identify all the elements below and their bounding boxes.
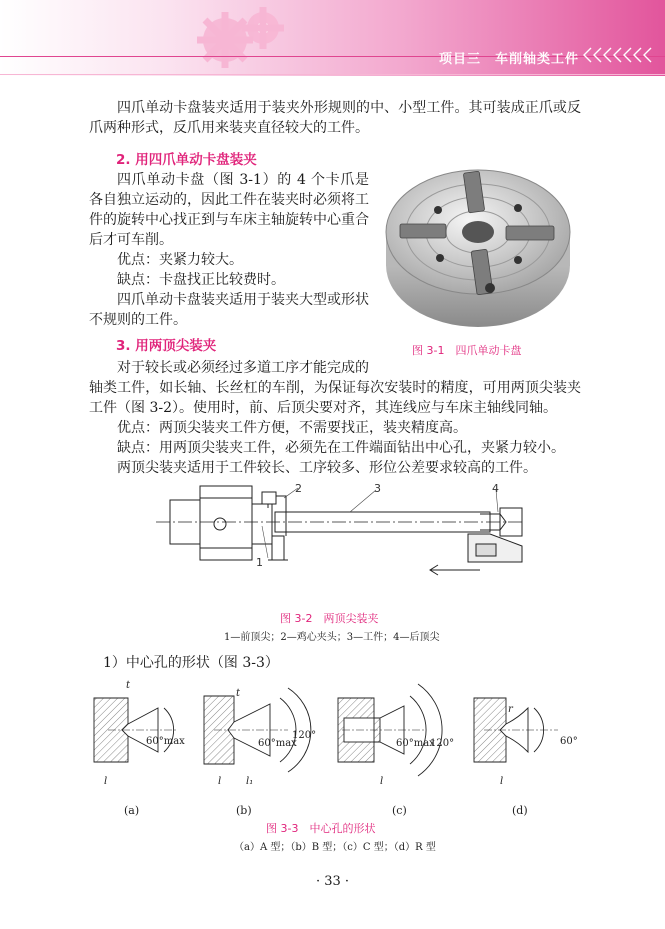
paragraph-two-center-application: 两顶尖装夹适用于工件较长、工序较多、形位公差要求较高的工件。 bbox=[117, 460, 537, 476]
dim-a-t: t bbox=[126, 680, 131, 691]
fig33-label-b: (b) bbox=[236, 804, 252, 817]
paragraph-four-jaw: 四爪单动卡盘（图 3-1）的 4 个卡爪是各自独立运动的，因此工件在装夹时必须将工件的旋转中心找正到与车床主轴旋转中心重合后才可车削。 bbox=[89, 172, 369, 248]
section-heading-four-jaw: 2. 用四爪单动卡盘装夹 bbox=[116, 152, 257, 168]
dim-b-l: l bbox=[218, 776, 222, 787]
four-jaw-chuck-figure bbox=[378, 150, 576, 336]
dim-b-120: 120° bbox=[292, 730, 317, 741]
fig32-callout-1: 1 bbox=[256, 556, 263, 569]
dim-b-t: t bbox=[236, 688, 241, 699]
paragraph-disadvantage: 缺点：卡盘找正比较费时。 bbox=[117, 272, 285, 288]
section-heading-two-center: 3. 用两顶尖装夹 bbox=[116, 338, 217, 354]
dim-a-l: l bbox=[104, 776, 108, 787]
header-rule-lower bbox=[0, 74, 665, 75]
paragraph-two-center-1: 对于较长或必须经过多道工序才能完成的 bbox=[117, 360, 369, 376]
dim-d-l: l bbox=[500, 776, 504, 787]
paragraph-advantage: 优点：夹紧力较大。 bbox=[117, 252, 243, 268]
paragraph-application: 四爪单动卡盘装夹适用于装夹大型或形状不规则的工件。 bbox=[89, 292, 369, 328]
dim-c-l: l bbox=[380, 776, 384, 787]
dim-c-60max: 60°max bbox=[396, 738, 435, 749]
dim-b-l1: l₁ bbox=[246, 776, 254, 787]
paragraph-two-center-2: 轴类工件，如长轴、长丝杠的车削，为保证每次安装时的精度，可用两顶尖装夹工件（图 3-2）。使用时，前、后顶尖要对齐，其连线应与车床主轴线同轴。 bbox=[89, 380, 581, 416]
gear-decoration-icon bbox=[185, 2, 295, 74]
chapter-title: 车削轴类工件 bbox=[494, 52, 579, 67]
two-center-clamping-figure bbox=[150, 478, 530, 610]
dim-d-60: 60° bbox=[560, 736, 578, 747]
dim-d-r: r bbox=[508, 704, 513, 715]
paragraph-two-center-advantage: 优点：两顶尖装夹工件方便，不需要找正，装夹精度高。 bbox=[117, 420, 467, 436]
figure-3-3-caption: 图 3-3 中心孔的形状 bbox=[266, 822, 376, 835]
running-head bbox=[439, 48, 579, 67]
fig32-callout-4: 4 bbox=[492, 482, 499, 495]
fig33-label-c: (c) bbox=[392, 804, 407, 817]
dim-c-120: 120° bbox=[430, 738, 455, 749]
page-number: · 33 · bbox=[315, 874, 350, 889]
paragraph-two-center-disadvantage: 缺点：用两顶尖装夹工件，必须先在工件端面钻出中心孔，夹紧力较小。 bbox=[117, 440, 565, 456]
page-header bbox=[0, 0, 665, 76]
figure-3-1-caption: 图 3-1 四爪单动卡盘 bbox=[412, 344, 522, 357]
paragraph-intro: 四爪单动卡盘装夹适用于装夹外形规则的中、小型工件。其可装成正爪或反爪两种形式，反爪用来装夹直径较大的工件。 bbox=[89, 100, 581, 136]
fig33-label-a: (a) bbox=[124, 804, 140, 817]
subheading-center-hole: 1）中心孔的形状（图 3-3） bbox=[103, 655, 279, 671]
project-label: 项目三 bbox=[438, 52, 481, 67]
dim-b-60max: 60°max bbox=[258, 738, 297, 749]
fig33-label-d: (d) bbox=[512, 804, 528, 817]
figure-3-3-legend: （a）A 型；（b）B 型；（c）C 型；（d）R 型 bbox=[234, 842, 436, 853]
chevron-left-icon bbox=[581, 44, 655, 66]
fig32-callout-3: 3 bbox=[374, 482, 381, 495]
figure-3-2-legend: 1—前顶尖；2—鸡心夹头；3—工件；4—后顶尖 bbox=[224, 632, 440, 643]
dim-a-60max: 60°max bbox=[146, 736, 185, 747]
figure-3-2-caption: 图 3-2 两顶尖装夹 bbox=[280, 612, 379, 625]
fig32-callout-2: 2 bbox=[295, 482, 302, 495]
